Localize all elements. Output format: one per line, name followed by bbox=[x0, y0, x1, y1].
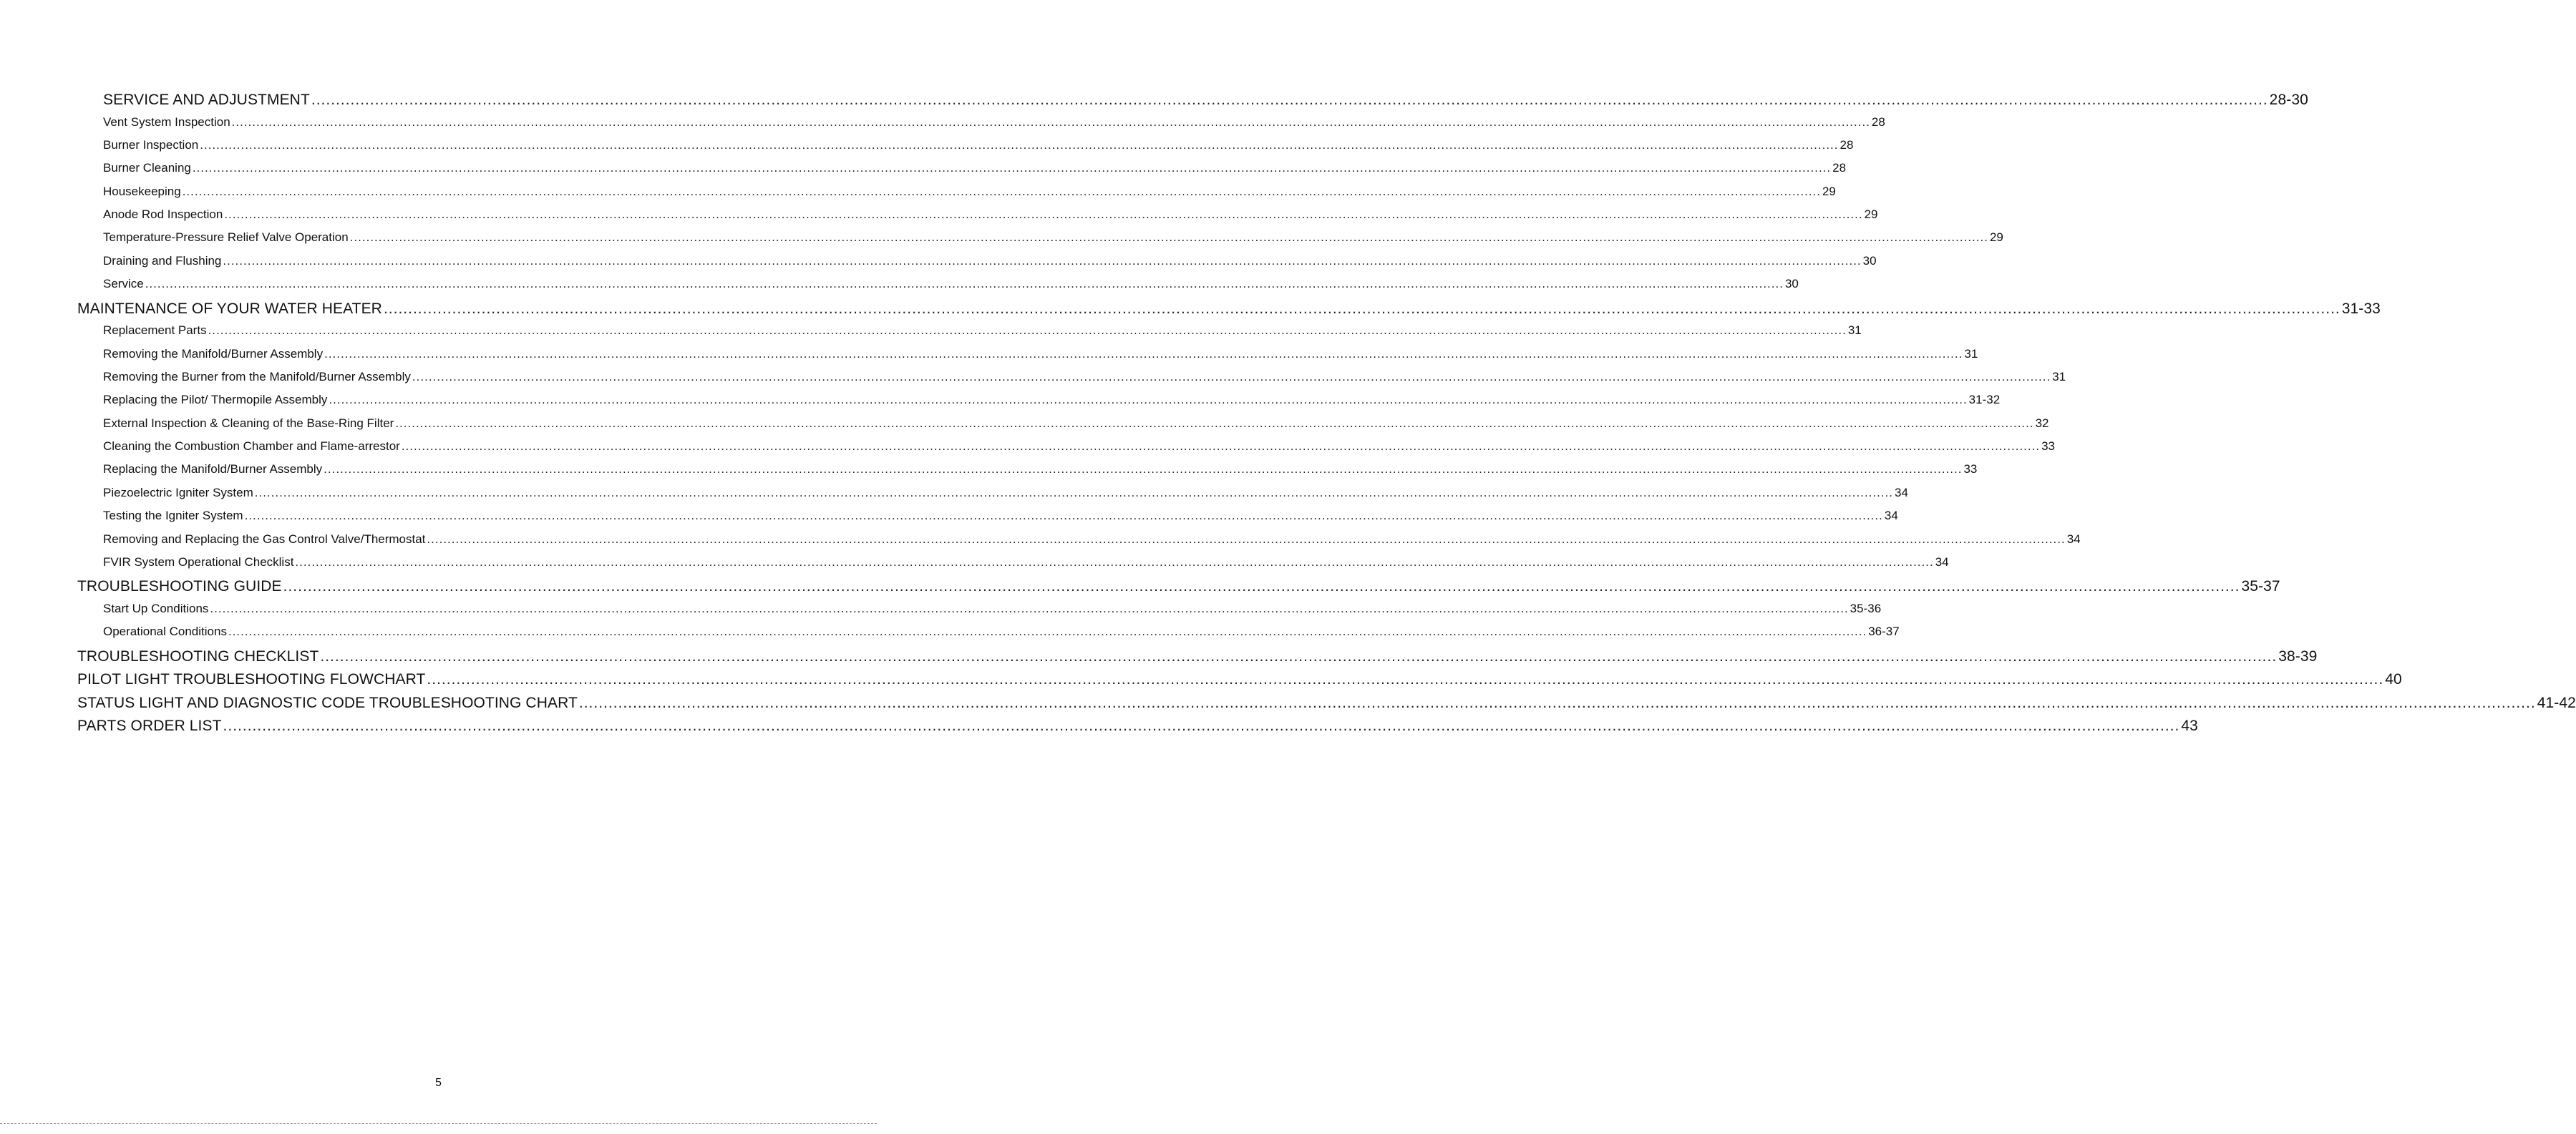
toc-entry-page: 31 bbox=[1847, 323, 1862, 338]
toc-dot-leader: ................................................................................................................................................................................................................................................................................................................................................................................................................ bbox=[401, 439, 2041, 454]
toc-entry bbox=[0, 300, 2381, 324]
toc-entry-title: Operational Conditions bbox=[103, 625, 227, 639]
toc-dot-leader: ................................................................................................................................................................................................................................................................................................................................................................................................................ bbox=[395, 416, 2034, 430]
toc-entry-page: 33 bbox=[1963, 462, 1978, 476]
toc-entry bbox=[0, 137, 1854, 161]
toc-dot-leader: ................................................................................................................................................................................................................................................................................................................................................................................................................ bbox=[224, 207, 1863, 222]
toc-dot-leader: ................................................................................................................................................................................................................................................................................................................................................................................................................ bbox=[223, 718, 2180, 735]
toc-entry-page: 34 bbox=[1935, 555, 1949, 570]
toc-dot-leader: ................................................................................................................................................................................................................................................................................................................................................................................................................ bbox=[231, 114, 1870, 129]
toc-entry-title: Burner Cleaning bbox=[103, 161, 191, 175]
toc-entry-page: 28 bbox=[1832, 161, 1847, 175]
toc-entry-title: Removing the Manifold/Burner Assembly bbox=[103, 346, 324, 361]
toc-entry-page: 34 bbox=[1884, 509, 1898, 523]
toc-dot-leader: ................................................................................................................................................................................................................................................................................................................................................................................................................ bbox=[182, 184, 1821, 198]
toc-entry bbox=[0, 601, 1882, 625]
toc-entry-page: 31-32 bbox=[1968, 393, 2001, 407]
toc-entry-title: Removing the Burner from the Manifold/Burner Assembly bbox=[103, 369, 411, 383]
toc-dot-leader: ................................................................................................................................................................................................................................................................................................................................................................................................................ bbox=[324, 346, 1963, 361]
table-of-contents bbox=[0, 92, 2576, 741]
toc-entry-page: 28 bbox=[1839, 137, 1854, 152]
toc-entry bbox=[0, 253, 1877, 277]
toc-entry-title: Start Up Conditions bbox=[103, 601, 209, 615]
toc-dot-leader: ................................................................................................................................................................................................................................................................................................................................................................................................................ bbox=[210, 601, 1849, 615]
toc-entry-page: 31-33 bbox=[2341, 300, 2381, 317]
toc-entry-title: Burner Inspection bbox=[103, 137, 199, 152]
toc-entry bbox=[0, 694, 2576, 718]
toc-dot-leader: ................................................................................................................................................................................................................................................................................................................................................................................................................ bbox=[145, 277, 1784, 291]
toc-dot-leader: ................................................................................................................................................................................................................................................................................................................................................................................................................ bbox=[192, 161, 1832, 175]
toc-entry-page: 35-37 bbox=[2241, 578, 2280, 595]
toc-entry-title: Testing the Igniter System bbox=[103, 509, 243, 523]
toc-dot-leader: ................................................................................................................................................................................................................................................................................................................................................................................................................ bbox=[254, 485, 1894, 499]
toc-entry-page: 34 bbox=[1895, 485, 1908, 499]
toc-entry bbox=[0, 555, 1949, 578]
toc-entry-title: TROUBLESHOOTING CHECKLIST bbox=[77, 647, 319, 665]
toc-entry-title: Draining and Flushing bbox=[103, 253, 222, 268]
toc-entry-page: 30 bbox=[1862, 253, 1877, 268]
toc-entry-title: Anode Rod Inspection bbox=[103, 207, 223, 222]
toc-entry-page: 36-37 bbox=[1868, 625, 1900, 639]
toc-dot-leader: ................................................................................................................................................................................................................................................................................................................................................................................................................ bbox=[244, 509, 1883, 523]
toc-entry bbox=[0, 416, 2049, 439]
toc-dot-leader: ................................................................................................................................................................................................................................................................................................................................................................................................................ bbox=[223, 253, 1862, 268]
toc-entry-page: 30 bbox=[1784, 277, 1799, 291]
toc-entry-page: 31 bbox=[2052, 369, 2066, 383]
toc-entry-page: 29 bbox=[1989, 230, 2003, 245]
toc-entry-title: External Inspection & Cleaning of the Base-Ring Filter bbox=[103, 416, 394, 430]
toc-entry bbox=[0, 718, 2198, 741]
toc-entry-page: 32 bbox=[2035, 416, 2049, 430]
toc-entry-page: 41-42 bbox=[2537, 694, 2576, 711]
toc-entry-page: 38-39 bbox=[2278, 647, 2318, 665]
toc-entry bbox=[0, 532, 2081, 555]
toc-entry bbox=[0, 462, 1978, 485]
toc-entry-title: SERVICE AND ADJUSTMENT bbox=[103, 92, 310, 108]
toc-entry bbox=[0, 346, 1978, 370]
toc-entry-title: Housekeeping bbox=[103, 184, 181, 198]
toc-entry-page: 35-36 bbox=[1850, 601, 1882, 615]
toc-entry-title: Replacing the Manifold/Burner Assembly bbox=[103, 462, 323, 476]
toc-dot-leader: ................................................................................................................................................................................................................................................................................................................................................................................................................ bbox=[200, 137, 1839, 152]
toc-entry bbox=[0, 277, 1799, 300]
toc-dot-leader: ................................................................................................................................................................................................................................................................................................................................................................................................................ bbox=[295, 555, 1934, 570]
toc-dot-leader: ................................................................................................................................................................................................................................................................................................................................................................................................................ bbox=[427, 671, 2384, 688]
toc-entry-page: 28-30 bbox=[2269, 92, 2308, 108]
toc-entry-title: Cleaning the Combustion Chamber and Flame-arrestor bbox=[103, 439, 400, 454]
toc-entry-page: 29 bbox=[1864, 207, 1878, 222]
toc-entry-title: Temperature-Pressure Relief Valve Operation bbox=[103, 230, 349, 245]
toc-entry bbox=[0, 393, 2001, 416]
bottom-divider bbox=[0, 1123, 877, 1124]
toc-dot-leader: ................................................................................................................................................................................................................................................................................................................................................................................................................ bbox=[412, 369, 2051, 383]
toc-entry-page: 28 bbox=[1871, 114, 1885, 129]
toc-entry-title: PARTS ORDER LIST bbox=[77, 718, 222, 735]
toc-entry bbox=[0, 578, 2280, 602]
toc-dot-leader: ................................................................................................................................................................................................................................................................................................................................................................................................................ bbox=[324, 462, 1963, 476]
toc-entry bbox=[0, 485, 1908, 509]
toc-entry bbox=[0, 439, 2055, 462]
toc-dot-leader: ................................................................................................................................................................................................................................................................................................................................................................................................................ bbox=[228, 625, 1867, 639]
toc-entry-page: 29 bbox=[1822, 184, 1836, 198]
toc-entry bbox=[0, 161, 1847, 184]
toc-entry-page: 43 bbox=[2181, 718, 2198, 735]
toc-entry-title: FVIR System Operational Checklist bbox=[103, 555, 294, 570]
toc-dot-leader: ................................................................................................................................................................................................................................................................................................................................................................................................................ bbox=[427, 532, 2066, 546]
page-number: 5 bbox=[435, 1077, 442, 1089]
toc-dot-leader: ................................................................................................................................................................................................................................................................................................................................................................................................................ bbox=[349, 230, 1988, 245]
toc-entry-title: Piezoelectric Igniter System bbox=[103, 485, 253, 499]
toc-dot-leader: ................................................................................................................................................................................................................................................................................................................................................................................................................ bbox=[578, 694, 2536, 711]
toc-entry-page: 40 bbox=[2385, 671, 2402, 688]
toc-entry-page: 34 bbox=[2066, 532, 2081, 546]
toc-entry-title: Replacement Parts bbox=[103, 323, 207, 338]
toc-entry bbox=[0, 625, 1900, 647]
toc-dot-leader: ................................................................................................................................................................................................................................................................................................................................................................................................................ bbox=[383, 300, 2341, 317]
toc-entry-title: Replacing the Pilot/ Thermopile Assembly bbox=[103, 393, 328, 407]
toc-entry-title: Vent System Inspection bbox=[103, 114, 230, 129]
toc-dot-leader: ................................................................................................................................................................................................................................................................................................................................................................................................................ bbox=[311, 92, 2268, 108]
toc-entry-page: 31 bbox=[1964, 346, 1978, 361]
toc-entry bbox=[0, 207, 1878, 230]
toc-entry-title: TROUBLESHOOTING GUIDE bbox=[77, 578, 282, 595]
toc-entry bbox=[0, 647, 2318, 672]
toc-entry bbox=[0, 369, 2066, 393]
toc-entry-title: Service bbox=[103, 277, 144, 291]
toc-entry-title: PILOT LIGHT TROUBLESHOOTING FLOWCHART bbox=[77, 671, 426, 688]
toc-entry bbox=[0, 671, 2402, 695]
toc-entry bbox=[0, 92, 2308, 115]
toc-dot-leader: ................................................................................................................................................................................................................................................................................................................................................................................................................ bbox=[283, 578, 2240, 595]
toc-entry bbox=[0, 114, 1885, 138]
toc-dot-leader: ................................................................................................................................................................................................................................................................................................................................................................................................................ bbox=[208, 323, 1847, 338]
toc-entry bbox=[0, 230, 2003, 253]
toc-entry bbox=[0, 323, 1862, 346]
toc-entry-title: Removing and Replacing the Gas Control Valve/Thermostat bbox=[103, 532, 426, 546]
toc-entry bbox=[0, 184, 1836, 207]
toc-entry-page: 33 bbox=[2041, 439, 2055, 454]
toc-entry-title: STATUS LIGHT AND DIAGNOSTIC CODE TROUBLESHOOTING CHART bbox=[77, 694, 578, 711]
toc-entry bbox=[0, 509, 1898, 532]
toc-dot-leader: ................................................................................................................................................................................................................................................................................................................................................................................................................ bbox=[329, 393, 1968, 407]
toc-entry-title: MAINTENANCE OF YOUR WATER HEATER bbox=[77, 300, 382, 317]
toc-dot-leader: ................................................................................................................................................................................................................................................................................................................................................................................................................ bbox=[320, 647, 2278, 665]
